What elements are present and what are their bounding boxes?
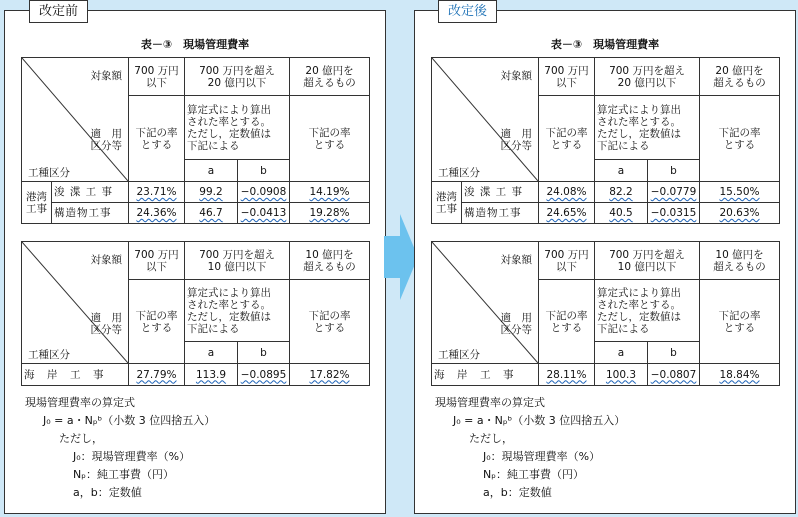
- arrow-right-icon: [384, 214, 418, 300]
- rule-1: 下記の率 とする: [539, 280, 595, 364]
- col-header-3: 20 億円を 超えるもの: [700, 58, 780, 96]
- const-a: 82.2: [609, 186, 633, 198]
- formula-equation: J₀ = a・Nₚᵇ（小数 3 位四捨五入）: [453, 414, 626, 427]
- panel-before: [4, 10, 386, 514]
- col-header-2: 700 万円を超え 10 億円以下: [595, 242, 700, 280]
- col-header-3: 20 億円を 超えるもの: [290, 58, 370, 96]
- header-amount: 対象額: [500, 70, 532, 82]
- const-b: −0.0315: [650, 207, 697, 219]
- formula-def-n: Nₚ：純工事費（円）: [483, 468, 584, 481]
- table-coast: [431, 241, 780, 386]
- rate-high: 15.50%: [719, 186, 760, 198]
- header-amount: 対象額: [500, 254, 532, 266]
- const-a: 46.7: [199, 207, 223, 219]
- rule-3: 下記の率 とする: [700, 280, 780, 364]
- header-diagonal-cell: [22, 242, 129, 364]
- rule-2: 算定式により算出 された率とする。 ただし，定数値は 下記による: [185, 96, 290, 160]
- category-label: 港湾 工事: [432, 182, 462, 224]
- const-b: −0.0895: [240, 368, 287, 381]
- rule-2: 算定式により算出 された率とする。 ただし，定数値は 下記による: [595, 96, 700, 160]
- table-title: 表－③ 現場管理費率: [140, 38, 250, 51]
- const-a: 40.5: [609, 207, 633, 219]
- formula-title: 現場管理費率の算定式: [25, 396, 135, 409]
- formula-def-ab: a，b：定数値: [483, 486, 552, 499]
- table-row: [432, 182, 780, 203]
- const-b: −0.0413: [240, 207, 287, 219]
- rate-high: 17.82%: [309, 368, 350, 381]
- rule-1: 下記の率 とする: [539, 96, 595, 182]
- const-a-header: a: [595, 160, 648, 182]
- col-header-2: 700 万円を超え 20 億円以下: [185, 58, 290, 96]
- formula-block: [435, 394, 625, 502]
- category-label: 港湾 工事: [22, 182, 52, 224]
- header-apply: 適 用 区分等: [90, 128, 122, 152]
- rate-high: 14.19%: [309, 186, 350, 198]
- table-coast: [21, 241, 370, 386]
- rule-3: 下記の率 とする: [290, 96, 370, 182]
- rule-2: 算定式により算出 された率とする。 ただし，定数値は 下記による: [595, 280, 700, 342]
- rule-1: 下記の率 とする: [129, 96, 185, 182]
- table-row: [22, 364, 370, 386]
- tab-after: 改定後: [438, 0, 497, 23]
- formula-def-n: Nₚ：純工事費（円）: [73, 468, 174, 481]
- header-diagonal-cell: [22, 58, 129, 182]
- table-harbor: [431, 57, 780, 224]
- header-diagonal-cell: [432, 58, 539, 182]
- table-title: 表－③ 現場管理費率: [550, 38, 660, 51]
- col-header-1: 700 万円 以下: [129, 58, 185, 96]
- rate-low: 27.79%: [136, 368, 177, 381]
- formula-def-j: J₀：現場管理費率（%）: [73, 450, 191, 463]
- table-row: [432, 364, 780, 386]
- work-name: 浚 渫 工 事: [52, 182, 129, 203]
- const-b-header: b: [648, 342, 700, 364]
- header-kubun: 工種区分: [438, 349, 480, 361]
- const-b: −0.0807: [650, 368, 697, 381]
- formula-note: ただし，: [59, 432, 103, 445]
- const-b: −0.0908: [240, 186, 287, 198]
- header-kubun: 工種区分: [438, 167, 480, 179]
- header-kubun: 工種区分: [28, 349, 70, 361]
- work-name: 構造物工事: [52, 203, 129, 224]
- header-diagonal-cell: [432, 242, 539, 364]
- const-b-header: b: [238, 342, 290, 364]
- rate-low: 24.08%: [546, 186, 587, 198]
- col-header-3: 10 億円を 超えるもの: [700, 242, 780, 280]
- const-a: 100.3: [605, 368, 637, 381]
- const-a: 99.2: [199, 186, 223, 198]
- const-b-header: b: [648, 160, 700, 182]
- rate-high: 18.84%: [719, 368, 760, 381]
- panel-after: [414, 10, 796, 514]
- header-apply: 適 用 区分等: [500, 312, 532, 336]
- const-a-header: a: [185, 342, 238, 364]
- rule-2: 算定式により算出 された率とする。 ただし，定数値は 下記による: [185, 280, 290, 342]
- header-amount: 対象額: [90, 254, 122, 266]
- const-a-header: a: [185, 160, 238, 182]
- rate-low: 23.71%: [136, 186, 177, 198]
- rule-3: 下記の率 とする: [700, 96, 780, 182]
- formula-title: 現場管理費率の算定式: [435, 396, 545, 409]
- work-name: 浚 渫 工 事: [462, 182, 539, 203]
- const-a: 113.9: [195, 368, 227, 381]
- header-apply: 適 用 区分等: [500, 128, 532, 152]
- formula-note: ただし，: [469, 432, 513, 445]
- header-apply: 適 用 区分等: [90, 312, 122, 336]
- rule-3: 下記の率 とする: [290, 280, 370, 364]
- formula-def-ab: a，b：定数値: [73, 486, 142, 499]
- rate-low: 28.11%: [546, 368, 587, 381]
- formula-block: [25, 394, 215, 502]
- rate-high: 20.63%: [719, 207, 760, 219]
- work-name: 構造物工事: [462, 203, 539, 224]
- table-row: [432, 203, 780, 224]
- table-harbor: [21, 57, 370, 224]
- const-b-header: b: [238, 160, 290, 182]
- work-name: 海 岸 工 事: [432, 364, 539, 386]
- header-kubun: 工種区分: [28, 167, 70, 179]
- col-header-3: 10 億円を 超えるもの: [290, 242, 370, 280]
- const-b: −0.0779: [650, 186, 697, 198]
- rate-high: 19.28%: [309, 207, 350, 219]
- rate-low: 24.36%: [136, 207, 177, 219]
- const-a-header: a: [595, 342, 648, 364]
- col-header-2: 700 万円を超え 20 億円以下: [595, 58, 700, 96]
- tab-before: 改定前: [29, 0, 88, 23]
- table-row: [22, 203, 370, 224]
- header-amount: 対象額: [90, 70, 122, 82]
- table-row: [22, 182, 370, 203]
- col-header-1: 700 万円 以下: [129, 242, 185, 280]
- formula-def-j: J₀：現場管理費率（%）: [483, 450, 601, 463]
- rule-1: 下記の率 とする: [129, 280, 185, 364]
- col-header-1: 700 万円 以下: [539, 58, 595, 96]
- work-name: 海 岸 工 事: [22, 364, 129, 386]
- col-header-1: 700 万円 以下: [539, 242, 595, 280]
- rate-low: 24.65%: [546, 207, 587, 219]
- formula-equation: J₀ = a・Nₚᵇ（小数 3 位四捨五入）: [43, 414, 216, 427]
- col-header-2: 700 万円を超え 10 億円以下: [185, 242, 290, 280]
